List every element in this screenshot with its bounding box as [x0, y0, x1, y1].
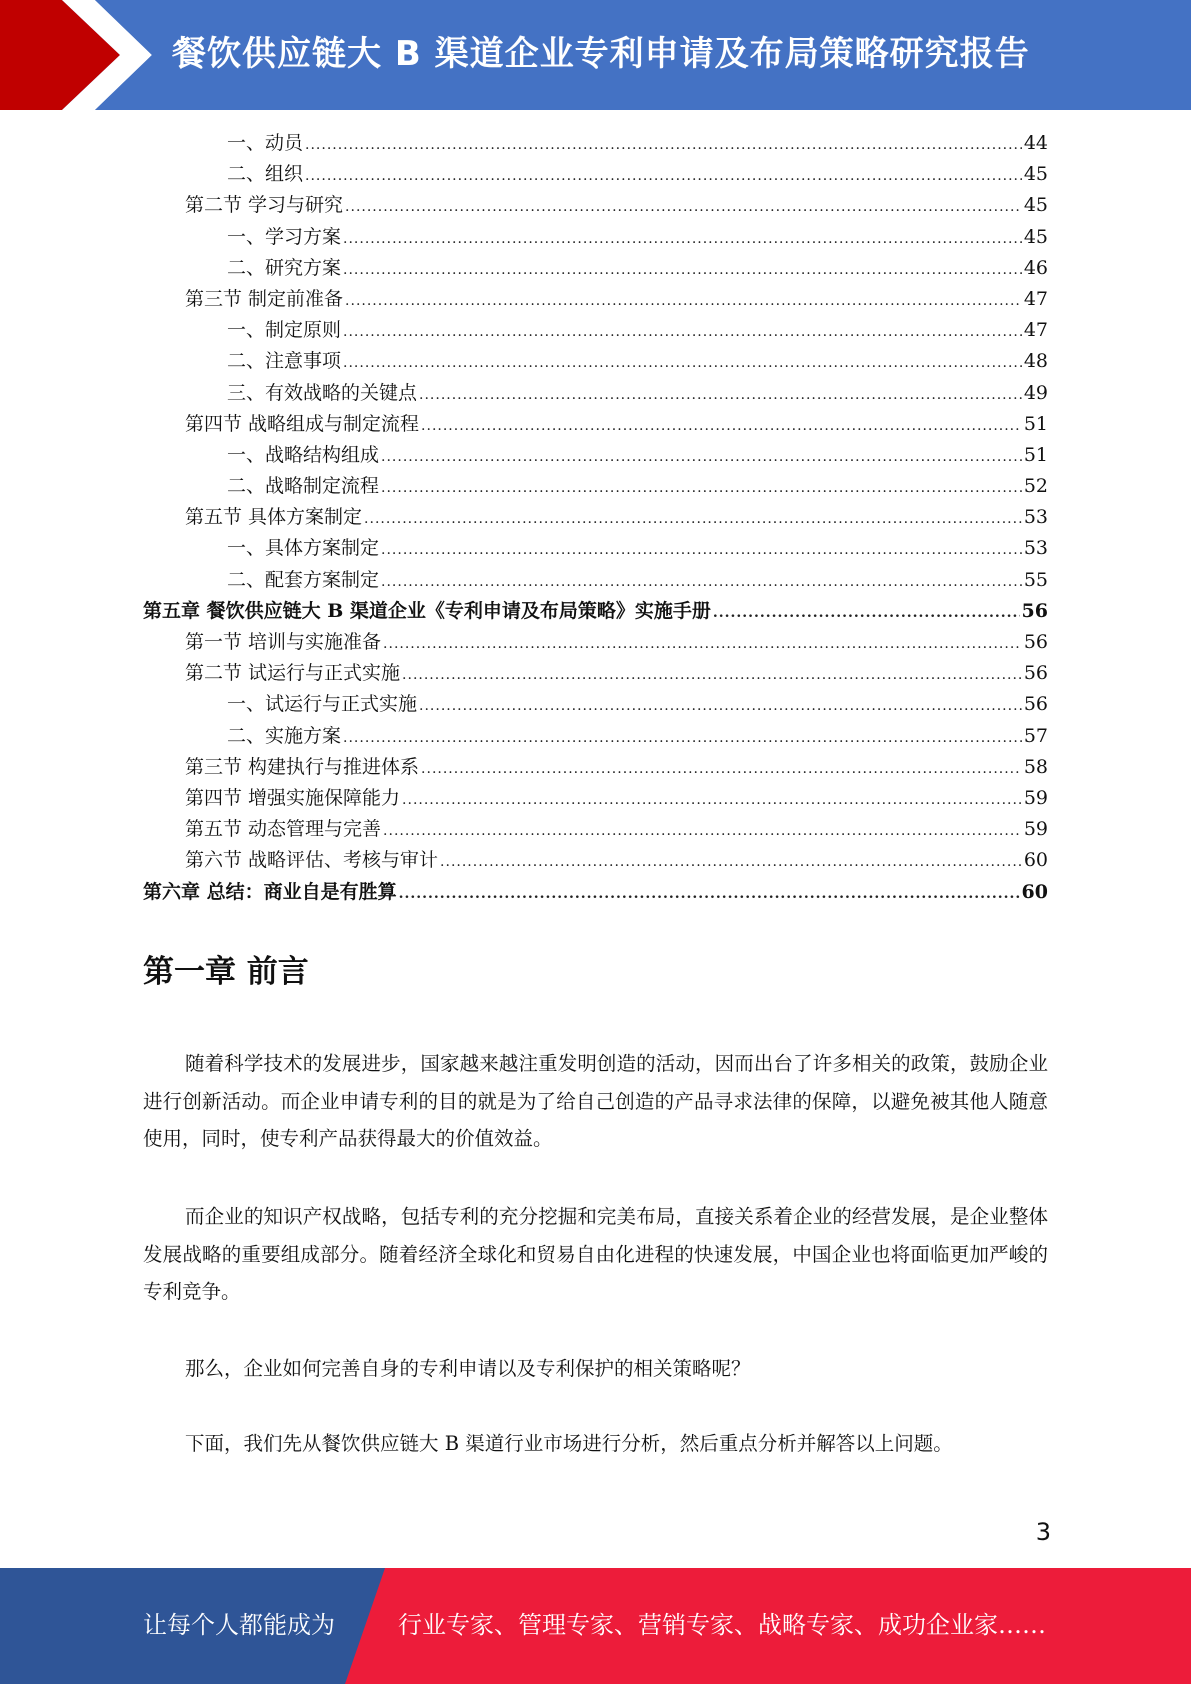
- toc-entry[interactable]: [143, 845, 1048, 876]
- toc-leader-dots: [343, 255, 1022, 286]
- toc-entry-label: 三、有效战略的关键点: [227, 381, 418, 404]
- toc-entry-label: 二、注意事项: [227, 350, 342, 373]
- paragraph-1: [143, 1045, 1048, 1158]
- toc-entry-label: 第一节 培训与实施准备: [185, 631, 382, 653]
- toc-entry-label: 第六章 总结：商业自是有胜算: [143, 880, 397, 903]
- toc-leader-dots: [383, 629, 1022, 660]
- toc-entry-page: 49: [1023, 381, 1048, 404]
- toc-entry-label: 二、实施方案: [227, 724, 342, 747]
- toc-entry-page: 51: [1023, 412, 1048, 435]
- toc-entry-page: 52: [1023, 475, 1048, 498]
- toc-entry-label: 一、试运行与正式实施: [227, 693, 418, 716]
- toc-entry[interactable]: [143, 877, 1048, 908]
- header-banner: [0, 0, 1191, 110]
- toc-entry[interactable]: [143, 596, 1048, 627]
- toc-entry-page: 45: [1023, 163, 1048, 186]
- toc-entry-label: 第三节 制定前准备: [185, 287, 344, 310]
- toc-entry[interactable]: [143, 440, 1048, 471]
- toc-entry-label: 第五节 动态管理与完善: [185, 818, 382, 841]
- toc-leader-dots: [345, 286, 1022, 317]
- toc-entry-label: 一、战略结构组成: [227, 443, 380, 466]
- toc-entry-label: 第四节 增强实施保障能力: [185, 786, 401, 809]
- toc-entry[interactable]: [143, 658, 1048, 689]
- paragraph-4: [143, 1425, 1048, 1463]
- toc-entry-label: 第六节 战略评估、考核与审计: [185, 849, 439, 872]
- toc-leader-dots: [383, 816, 1022, 847]
- toc-entry-page: 55: [1023, 568, 1048, 591]
- toc-entry-page: 60: [1021, 880, 1048, 903]
- toc-leader-dots: [421, 754, 1022, 785]
- toc-leader-dots: [343, 348, 1022, 379]
- toc-entry[interactable]: [143, 222, 1048, 253]
- toc-leader-dots: [419, 380, 1022, 411]
- toc-entry[interactable]: [143, 315, 1048, 346]
- toc-entry[interactable]: [143, 814, 1048, 845]
- toc-entry-page: 59: [1023, 818, 1048, 841]
- toc-entry-page: 47: [1023, 319, 1048, 342]
- toc-leader-dots: [305, 161, 1022, 192]
- toc-leader-dots: [343, 723, 1022, 754]
- report-title: 餐饮供应链大 B 渠道企业专利申请及布局策略研究报告: [172, 34, 1030, 74]
- toc-entry[interactable]: [143, 128, 1048, 159]
- toc-entry-label: 第五节 具体方案制定: [185, 506, 363, 529]
- footer-slogan-left: 让每个人都能成为: [143, 1611, 335, 1639]
- toc-entry-label: 第四节 战略组成与制定流程: [185, 412, 420, 435]
- toc-entry-page: 44: [1023, 132, 1048, 154]
- toc-leader-dots: [440, 847, 1022, 878]
- toc-leader-dots: [381, 535, 1022, 566]
- toc-entry-page: 56: [1023, 662, 1048, 685]
- toc-leader-dots: [381, 442, 1022, 473]
- toc-entry-label: 第三节 构建执行与推进体系: [185, 755, 420, 778]
- toc-leader-dots: [305, 130, 1022, 161]
- toc-entry-label: 一、制定原则: [227, 319, 342, 342]
- toc-entry-label: 第二节 学习与研究: [185, 194, 344, 217]
- chapter-title: 第一章 前言: [143, 954, 309, 990]
- toc-entry-page: 51: [1023, 443, 1048, 466]
- toc-entry-label: 一、具体方案制定: [227, 537, 380, 560]
- toc-entry-label: 第五章 餐饮供应链大 B 渠道企业《专利申请及布局策略》实施手册: [143, 599, 711, 622]
- toc-entry-page: 60: [1023, 849, 1048, 872]
- toc-leader-dots: [713, 598, 1020, 629]
- toc-leader-dots: [381, 473, 1022, 504]
- toc-entry[interactable]: [143, 159, 1048, 190]
- toc-entry-label: 二、组织: [227, 163, 304, 186]
- toc-entry-page: 56: [1023, 631, 1048, 653]
- toc-entry[interactable]: [143, 627, 1048, 658]
- toc-entry[interactable]: [143, 721, 1048, 752]
- toc-entry[interactable]: [143, 783, 1048, 814]
- toc-leader-dots: [421, 411, 1022, 442]
- toc-entry[interactable]: [143, 471, 1048, 502]
- toc-entry[interactable]: [143, 284, 1048, 315]
- toc-entry[interactable]: [143, 502, 1048, 533]
- paragraph-2: [143, 1198, 1048, 1311]
- paragraph-text: 而企业的知识产权战略，包括专利的充分挖掘和完美布局，直接关系着企业的经营发展，是企业整体发展战略的重要组成部分。随着经济全球化和贸易自由化进程的快速发展，中国企业也将面临更加严峻的专利竞争。: [143, 1205, 1048, 1303]
- toc-entry[interactable]: [143, 346, 1048, 377]
- toc-leader-dots: [343, 224, 1022, 255]
- toc-entry-label: 二、配套方案制定: [227, 568, 380, 591]
- toc-leader-dots: [402, 785, 1022, 816]
- toc-entry-page: 45: [1023, 225, 1048, 248]
- paragraph-3: [143, 1350, 1048, 1388]
- toc-entry-page: 59: [1023, 786, 1048, 809]
- toc-entry[interactable]: [143, 378, 1048, 409]
- toc-entry-page: 45: [1023, 194, 1048, 217]
- toc-entry[interactable]: [143, 533, 1048, 564]
- toc-entry-page: 53: [1023, 506, 1048, 529]
- toc-entry[interactable]: [143, 689, 1048, 720]
- toc-leader-dots: [419, 691, 1022, 722]
- toc-entry-label: 二、研究方案: [227, 256, 342, 279]
- toc-entry-label: 一、动员: [227, 132, 304, 154]
- toc-entry-page: 48: [1023, 350, 1048, 373]
- toc-leader-dots: [343, 317, 1022, 348]
- toc-leader-dots: [402, 660, 1022, 691]
- toc-entry[interactable]: [143, 409, 1048, 440]
- toc-entry-page: 53: [1023, 537, 1048, 560]
- table-of-contents: [143, 128, 1048, 908]
- toc-entry-page: 57: [1023, 724, 1048, 747]
- page-number: 3: [1035, 1518, 1051, 1546]
- toc-entry-page: 46: [1023, 256, 1048, 279]
- toc-entry-page: 56: [1023, 693, 1048, 716]
- toc-entry-page: 58: [1023, 755, 1048, 778]
- toc-entry-page: 56: [1021, 599, 1048, 622]
- toc-entry-label: 第二节 试运行与正式实施: [185, 662, 401, 685]
- paragraph-text: 那么，企业如何完善自身的专利申请以及专利保护的相关策略呢？: [185, 1357, 751, 1380]
- toc-leader-dots: [364, 504, 1022, 535]
- toc-entry-label: 一、学习方案: [227, 225, 342, 248]
- paragraph-text: 随着科学技术的发展进步，国家越来越注重发明创造的活动，因而出台了许多相关的政策，鼓励企业进行创新活动。而企业申请专利的目的就是为了给自己创造的产品寻求法律的保障，以避免被其他人随意使用，同时，使专利产品获得最大的价值效益。: [143, 1052, 1048, 1150]
- toc-entry-label: 二、战略制定流程: [227, 475, 380, 498]
- toc-entry-page: 47: [1023, 287, 1048, 310]
- footer-banner: [0, 1568, 1191, 1684]
- toc-leader-dots: [381, 567, 1022, 598]
- toc-entry[interactable]: [143, 190, 1048, 221]
- toc-entry[interactable]: [143, 253, 1048, 284]
- toc-leader-dots: [345, 192, 1022, 223]
- paragraph-text: 下面，我们先从餐饮供应链大 B 渠道行业市场进行分析，然后重点分析并解答以上问题。: [185, 1432, 953, 1455]
- toc-entry[interactable]: [143, 565, 1048, 596]
- toc-leader-dots: [399, 879, 1020, 910]
- toc-entry[interactable]: [143, 752, 1048, 783]
- footer-slogan-right: 行业专家、管理专家、营销专家、战略专家、成功企业家……: [398, 1611, 1046, 1639]
